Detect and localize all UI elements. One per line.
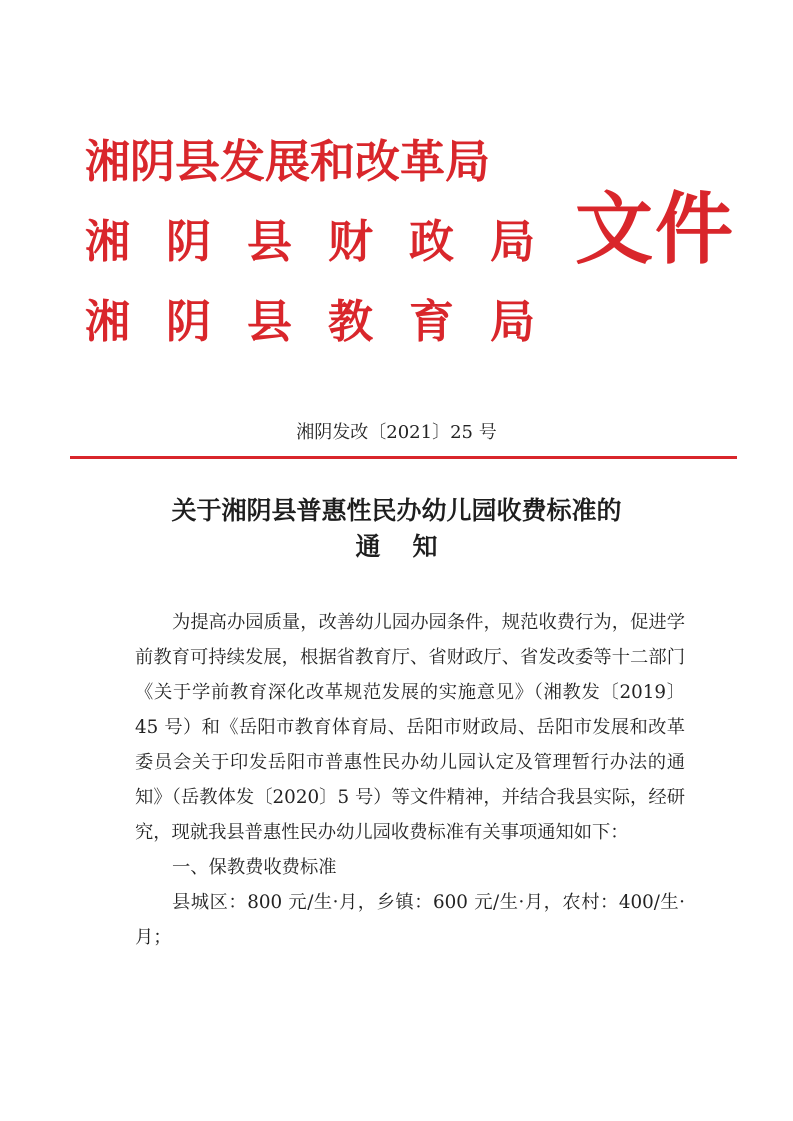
title-line-2: 通知 [355,532,470,561]
document-body [135,605,685,955]
document-title [0,493,793,565]
issuer-finance-bureau: 湘阴县财政局 [85,215,572,268]
document-number: 湘阴发改〔2021〕25 号 [296,422,497,443]
issuer-development-reform-bureau: 湘阴县发展和改革局 [85,135,491,188]
issuer-block [85,122,571,362]
red-divider-line [70,456,737,459]
document-type-label: 文件 [575,184,736,275]
title-line-1: 关于湘阴县普惠性民办幼儿园收费标准的 [171,496,622,525]
intro-paragraph: 为提高办园质量，改善幼儿园办园条件，规范收费行为，促进学前教育可持续发展，根据省教育厅、省财政厅、省发改委等十二部门《关于学前教育深化改革规范发展的实施意见》（湘教发〔2019〕45 号）和《岳阳市教育体育局、岳阳市财政局、岳阳市发展和改革委员会关于印发岳阳市普惠性民办幼儿园认定及管理暂行办法的通知》（岳教体发〔2020〕5 号）等文件精神，并结合我县实际，经研究，现就我县普惠性民办幼儿园收费标准有关事项通知如下： [135,612,685,843]
issuer-education-bureau: 湘阴县教育局 [85,295,572,348]
section-1-text: 县城区：800 元/生·月，乡镇：600 元/生·月，农村：400/生·月； [135,892,685,948]
section-1-heading: 一、保教费收费标准 [172,857,337,878]
